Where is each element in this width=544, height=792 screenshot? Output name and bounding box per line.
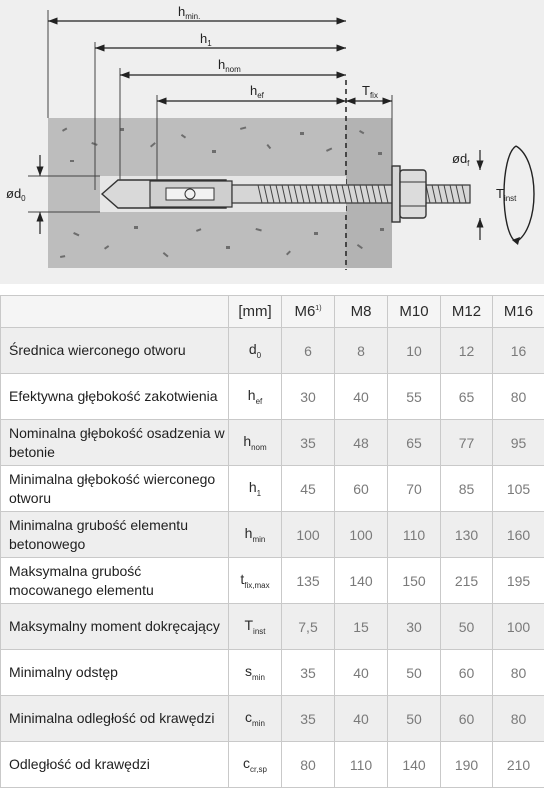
label-df: $ød_f$ xyxy=(452,151,470,168)
row-value: 80 xyxy=(282,742,335,788)
symbol-subscript: ef xyxy=(255,397,263,406)
row-value: 190 xyxy=(441,742,493,788)
row-symbol xyxy=(229,328,282,374)
symbol-base: c xyxy=(245,709,253,725)
row-symbol xyxy=(229,696,282,742)
header-size-label: M10 xyxy=(399,303,429,320)
row-value: 40 xyxy=(335,696,388,742)
spec-table xyxy=(0,295,544,788)
table-row xyxy=(1,742,544,788)
row-symbol xyxy=(229,420,282,466)
anchor-drawing xyxy=(0,0,544,284)
header-size-1 xyxy=(335,296,388,328)
label-h-ef: $h_{ef}$ xyxy=(250,83,264,100)
table-row xyxy=(1,466,544,512)
header-size-label: M12 xyxy=(451,303,482,320)
symbol-subscript: inst xyxy=(253,627,266,636)
symbol-subscript: min xyxy=(252,719,265,728)
row-value: 45 xyxy=(282,466,335,512)
row-value: 50 xyxy=(388,696,441,742)
row-symbol xyxy=(229,512,282,558)
symbol-base: d xyxy=(248,341,257,357)
header-size-label: M16 xyxy=(503,303,534,320)
row-value: 215 xyxy=(441,558,493,604)
row-symbol xyxy=(229,466,282,512)
row-symbol xyxy=(229,558,282,604)
row-value: 60 xyxy=(441,696,493,742)
label-t-inst: $T_{inst}$ xyxy=(496,186,517,203)
row-value: 140 xyxy=(388,742,441,788)
header-size-0 xyxy=(282,296,335,328)
row-value: 65 xyxy=(441,374,493,420)
header-size-label: M8 xyxy=(350,303,372,320)
washer xyxy=(392,166,400,222)
row-symbol xyxy=(229,374,282,420)
row-value: 100 xyxy=(335,512,388,558)
row-value: 110 xyxy=(388,512,441,558)
row-value: 140 xyxy=(335,558,388,604)
table-row xyxy=(1,420,544,466)
nut xyxy=(400,170,426,218)
header-footnote-mark: 1) xyxy=(315,305,322,312)
row-value: 12 xyxy=(441,328,493,374)
header-size-label: M6 xyxy=(294,303,316,320)
row-label: Minimalna grubość elementu betonowego xyxy=(1,512,229,558)
symbol-subscript: nom xyxy=(251,443,267,452)
row-symbol xyxy=(229,742,282,788)
row-label: Nominalna głębokość osadzenia w betonie xyxy=(1,420,229,466)
row-value: 130 xyxy=(441,512,493,558)
symbol-subscript: 1 xyxy=(256,489,262,498)
symbol-base: c xyxy=(243,755,251,771)
row-value: 30 xyxy=(282,374,335,420)
row-value: 35 xyxy=(282,696,335,742)
row-value: 50 xyxy=(441,604,493,650)
row-value: 65 xyxy=(388,420,441,466)
row-symbol xyxy=(229,604,282,650)
table-row xyxy=(1,512,544,558)
row-label: Efektywna głębokość zakotwienia xyxy=(1,374,229,420)
row-value: 15 xyxy=(335,604,388,650)
row-value: 195 xyxy=(493,558,544,604)
symbol-base: h xyxy=(247,387,256,403)
table-row xyxy=(1,328,544,374)
row-value: 150 xyxy=(388,558,441,604)
row-value: 95 xyxy=(493,420,544,466)
row-value: 35 xyxy=(282,650,335,696)
label-d0: $ød_0$ xyxy=(6,186,26,203)
symbol-subscript: min xyxy=(252,535,266,544)
header-size-2 xyxy=(388,296,441,328)
symbol-base: h xyxy=(244,525,253,541)
anchor-diagram xyxy=(0,0,544,284)
label-t-fix: $T_{fix}$ xyxy=(362,83,378,100)
symbol-base: t xyxy=(240,571,245,587)
row-label: Maksymalna grubość mocowanego elementu xyxy=(1,558,229,604)
row-value: 210 xyxy=(493,742,544,788)
row-label: Minimalna odległość od krawędzi xyxy=(1,696,229,742)
row-value: 40 xyxy=(335,374,388,420)
row-value: 160 xyxy=(493,512,544,558)
row-value: 80 xyxy=(493,696,544,742)
row-value: 80 xyxy=(493,650,544,696)
row-value: 10 xyxy=(388,328,441,374)
header-size-3 xyxy=(441,296,493,328)
symbol-base: h xyxy=(248,479,257,495)
table-row xyxy=(1,604,544,650)
row-value: 105 xyxy=(493,466,544,512)
symbol-subscript: min xyxy=(252,673,265,682)
header-empty-cell xyxy=(1,296,229,328)
row-value: 135 xyxy=(282,558,335,604)
label-h-min: $h_{min.}$ xyxy=(178,4,201,21)
symbol-base: h xyxy=(243,433,252,449)
row-value: 48 xyxy=(335,420,388,466)
row-value: 60 xyxy=(335,466,388,512)
header-unit: [mm] xyxy=(229,296,282,328)
row-value: 8 xyxy=(335,328,388,374)
row-value: 55 xyxy=(388,374,441,420)
row-value: 110 xyxy=(335,742,388,788)
row-label: Minimalny odstęp xyxy=(1,650,229,696)
symbol-base: s xyxy=(245,663,253,679)
table-header-row xyxy=(1,296,544,328)
symbol-subscript: cr,sp xyxy=(250,765,267,774)
row-value: 100 xyxy=(282,512,335,558)
row-value: 100 xyxy=(493,604,544,650)
row-value: 85 xyxy=(441,466,493,512)
table-row xyxy=(1,696,544,742)
row-value: 6 xyxy=(282,328,335,374)
row-value: 77 xyxy=(441,420,493,466)
symbol-subscript: 0 xyxy=(256,351,262,360)
label-h-nom: $h_{nom}$ xyxy=(218,57,241,74)
label-h-1: $h_1$ xyxy=(200,31,212,48)
row-value: 50 xyxy=(388,650,441,696)
table-row xyxy=(1,650,544,696)
row-label: Odległość od krawędzi xyxy=(1,742,229,788)
symbol-subscript: fix,max xyxy=(244,581,270,590)
row-value: 80 xyxy=(493,374,544,420)
row-value: 30 xyxy=(388,604,441,650)
row-symbol xyxy=(229,650,282,696)
table-row xyxy=(1,558,544,604)
row-label: Średnica wierconego otworu xyxy=(1,328,229,374)
table-row xyxy=(1,374,544,420)
row-label: Minimalna głębokość wierconego otworu xyxy=(1,466,229,512)
header-size-4 xyxy=(493,296,544,328)
row-label: Maksymalny moment dokręcający xyxy=(1,604,229,650)
row-value: 7,5 xyxy=(282,604,335,650)
row-value: 16 xyxy=(493,328,544,374)
row-value: 60 xyxy=(441,650,493,696)
row-value: 40 xyxy=(335,650,388,696)
row-value: 70 xyxy=(388,466,441,512)
row-value: 35 xyxy=(282,420,335,466)
symbol-base: T xyxy=(244,617,254,633)
